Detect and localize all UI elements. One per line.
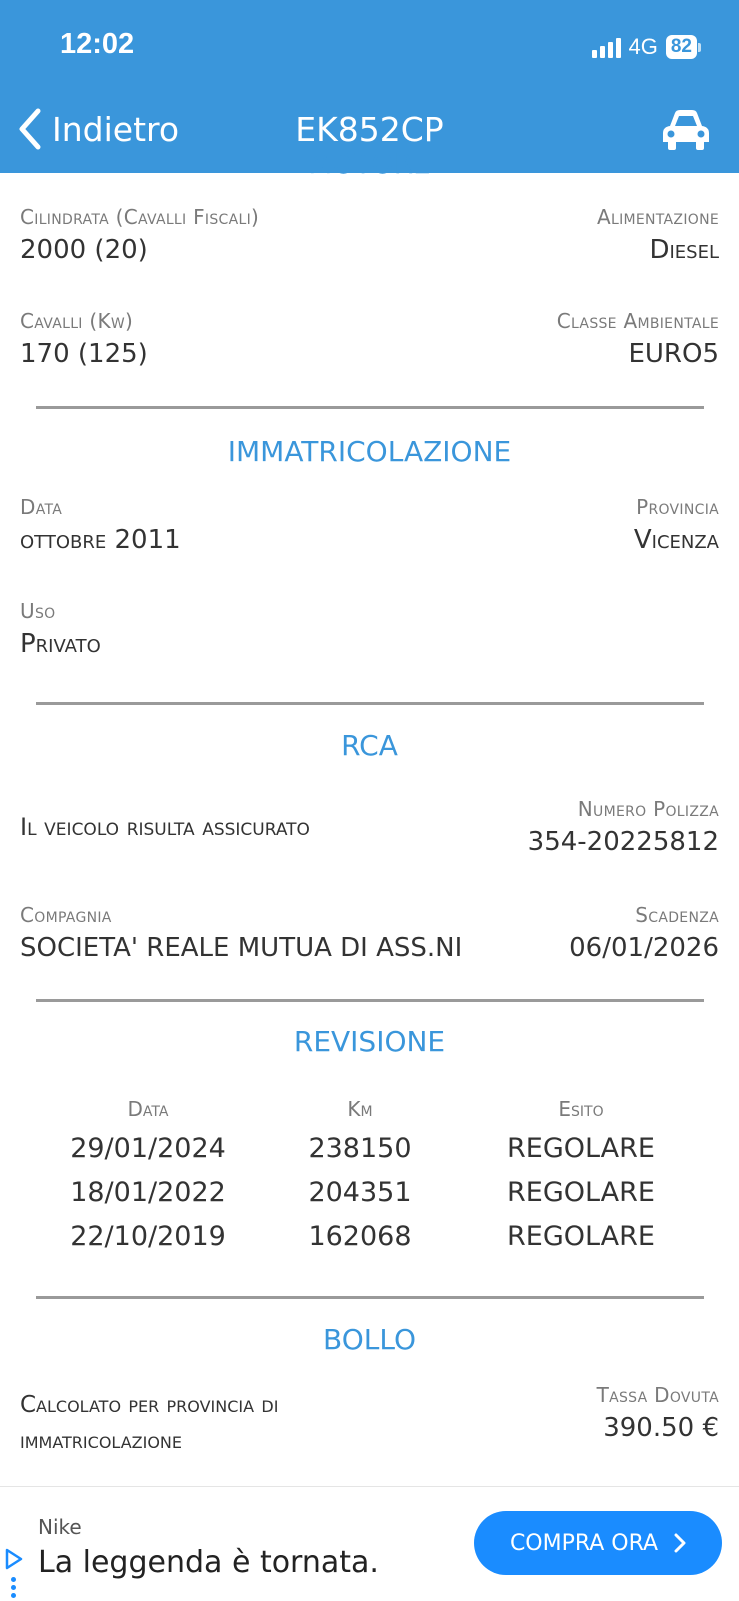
more-options-icon[interactable] <box>11 1577 16 1598</box>
bollo-row <box>20 1383 719 1459</box>
network-type: 4G <box>628 34 658 59</box>
col-header-data: Data <box>127 1097 169 1121</box>
provincia-label: Provincia <box>636 495 719 519</box>
page-title: EK852CP <box>295 110 444 149</box>
bollo-descr-line2: immatricolazione <box>20 1428 182 1454</box>
col-header-esito: Esito <box>558 1097 604 1121</box>
data-value: ottobre 2011 <box>20 525 181 555</box>
ad-cta-button[interactable] <box>474 1511 722 1575</box>
col-header-km: Km <box>347 1097 373 1121</box>
divider <box>36 999 704 1002</box>
section-title-revisione: REVISIONE <box>293 1025 446 1058</box>
immatricolazione-row-1 <box>20 495 719 555</box>
section-title-motore: MOTORE <box>308 147 431 180</box>
cavalli-label: Cavalli (Kw) <box>20 309 134 333</box>
rev-esito: REGOLARE <box>507 1221 655 1252</box>
cavalli-value: 170 (125) <box>20 339 148 369</box>
divider <box>36 406 704 409</box>
rca-row-2 <box>20 903 719 963</box>
ad-tagline: La leggenda è tornata. <box>38 1545 379 1580</box>
bollo-descr-line1: Calcolato per provincia di <box>20 1392 279 1418</box>
classe-value: EURO5 <box>628 339 719 369</box>
cilindrata-label: Cilindrata (Cavalli Fiscali) <box>20 205 260 229</box>
motore-row-2 <box>20 309 719 369</box>
polizza-label: Numero Polizza <box>577 797 719 821</box>
ad-choices-icon[interactable] <box>4 1547 24 1571</box>
rev-km: 162068 <box>308 1221 412 1252</box>
divider <box>36 702 704 705</box>
rca-row-1 <box>20 797 719 857</box>
ad-banner[interactable] <box>0 1486 739 1601</box>
scadenza-label: Scadenza <box>635 903 719 927</box>
back-label: Indietro <box>52 109 180 149</box>
chevron-right-icon <box>674 1533 686 1553</box>
rev-date: 22/10/2019 <box>70 1221 226 1252</box>
classe-label: Classe Ambientale <box>556 309 719 333</box>
motore-row-1 <box>20 205 719 265</box>
provincia-value: Vicenza <box>633 525 719 555</box>
tassa-label: Tassa Dovuta <box>596 1383 719 1407</box>
rev-date: 29/01/2024 <box>70 1133 226 1164</box>
signal-icon <box>592 36 621 58</box>
compagnia-value: SOCIETA' REALE MUTUA DI ASS.NI <box>20 933 463 963</box>
section-title-rca: RCA <box>341 729 398 762</box>
status-indicators <box>592 34 702 60</box>
ad-brand: Nike <box>38 1515 82 1539</box>
rev-km: 238150 <box>308 1133 412 1164</box>
uso-label: Uso <box>20 599 56 623</box>
section-title-immatricolazione: IMMATRICOLAZIONE <box>227 435 512 468</box>
uso-value: Privato <box>20 629 101 659</box>
alimentazione-label: Alimentazione <box>596 205 719 229</box>
scadenza-value: 06/01/2026 <box>569 933 719 963</box>
rev-date: 18/01/2022 <box>70 1177 226 1208</box>
alimentazione-value: Diesel <box>649 235 719 265</box>
data-label: Data <box>20 495 63 519</box>
battery-level: 82 <box>666 35 697 59</box>
immatricolazione-row-2 <box>20 599 719 659</box>
compagnia-label: Compagnia <box>20 903 112 927</box>
section-title-bollo: BOLLO <box>323 1323 416 1356</box>
rca-status: Il veicolo risulta assicurato <box>20 813 310 841</box>
status-time: 12:02 <box>60 28 135 60</box>
rev-km: 204351 <box>308 1177 412 1208</box>
divider <box>36 1296 704 1299</box>
rev-esito: REGOLARE <box>507 1133 655 1164</box>
ad-cta-label: COMPRA ORA <box>509 1530 659 1556</box>
cilindrata-value: 2000 (20) <box>20 235 148 265</box>
polizza-value: 354-20225812 <box>527 827 719 857</box>
battery-icon <box>666 35 701 59</box>
rev-esito: REGOLARE <box>507 1177 655 1208</box>
tassa-value: 390.50 € <box>603 1413 719 1443</box>
